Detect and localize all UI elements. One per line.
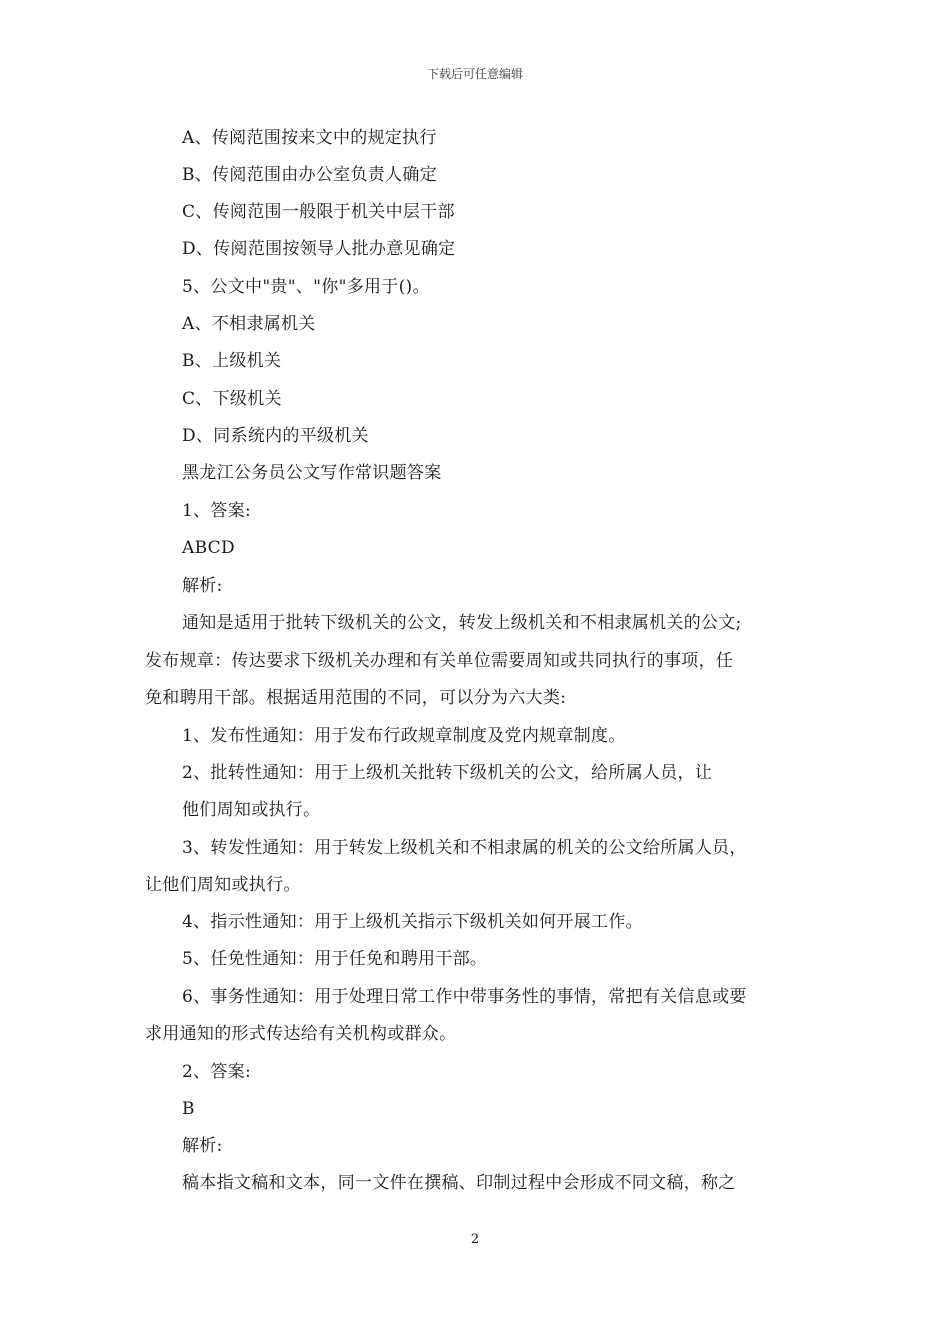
paragraph-line: 5、任免性通知：用于任免和聘用干部。 bbox=[182, 949, 488, 969]
paragraph-line: 发布规章：传达要求下级机关办理和有关单位需要周知或共同执行的事项，任 bbox=[145, 651, 734, 671]
paragraph-line: 4、指示性通知：用于上级机关指示下级机关如何开展工作。 bbox=[182, 912, 643, 932]
analysis-label: 解析: bbox=[182, 576, 223, 596]
answer-label: 2、答案: bbox=[182, 1062, 252, 1082]
answer-value: ABCD bbox=[182, 538, 235, 558]
paragraph-line: 1、发布性通知：用于发布行政规章制度及党内规章制度。 bbox=[182, 726, 626, 746]
paragraph-line: 3、转发性通知：用于转发上级机关和不相隶属的机关的公文给所属人员， bbox=[182, 838, 747, 858]
option-line: C、下级机关 bbox=[182, 389, 282, 409]
option-line: B、传阅范围由办公室负责人确定 bbox=[182, 165, 437, 185]
paragraph-line: 通知是适用于批转下级机关的公文，转发上级机关和不相隶属机关的公文; bbox=[182, 613, 742, 633]
paragraph-line: 6、事务性通知：用于处理日常工作中带事务性的事情，常把有关信息或要 bbox=[182, 987, 747, 1007]
paragraph-line: 2、批转性通知：用于上级机关批转下级机关的公文，给所属人员，让 bbox=[182, 763, 713, 783]
page-header: 下载后可任意编辑 bbox=[426, 67, 523, 81]
option-line: C、传阅范围一般限于机关中层干部 bbox=[182, 202, 455, 222]
analysis-label: 解析: bbox=[182, 1136, 223, 1156]
option-line: D、同系统内的平级机关 bbox=[182, 426, 369, 446]
paragraph-line: 免和聘用干部。根据适用范围的不同，可以分为六大类: bbox=[145, 688, 567, 708]
option-line: A、传阅范围按来文中的规定执行 bbox=[182, 128, 437, 148]
section-heading: 黑龙江公务员公文写作常识题答案 bbox=[182, 463, 442, 483]
paragraph-line: 让他们周知或执行。 bbox=[145, 875, 301, 895]
paragraph-line: 求用通知的形式传达给有关机构或群众。 bbox=[145, 1024, 457, 1044]
answer-label: 1、答案: bbox=[182, 501, 252, 521]
page-number: 2 bbox=[470, 1232, 480, 1247]
option-line: B、上级机关 bbox=[182, 351, 282, 371]
paragraph-line: 稿本指文稿和文本，同一文件在撰稿、印制过程中会形成不同文稿，称之 bbox=[182, 1173, 736, 1193]
option-line: D、传阅范围按领导人批办意见确定 bbox=[182, 239, 456, 259]
answer-value: B bbox=[182, 1099, 195, 1119]
question-line: 5、公文中"贵"、"你"多用于()。 bbox=[182, 277, 430, 297]
paragraph-line: 他们周知或执行。 bbox=[182, 800, 321, 820]
option-line: A、不相隶属机关 bbox=[182, 314, 316, 334]
